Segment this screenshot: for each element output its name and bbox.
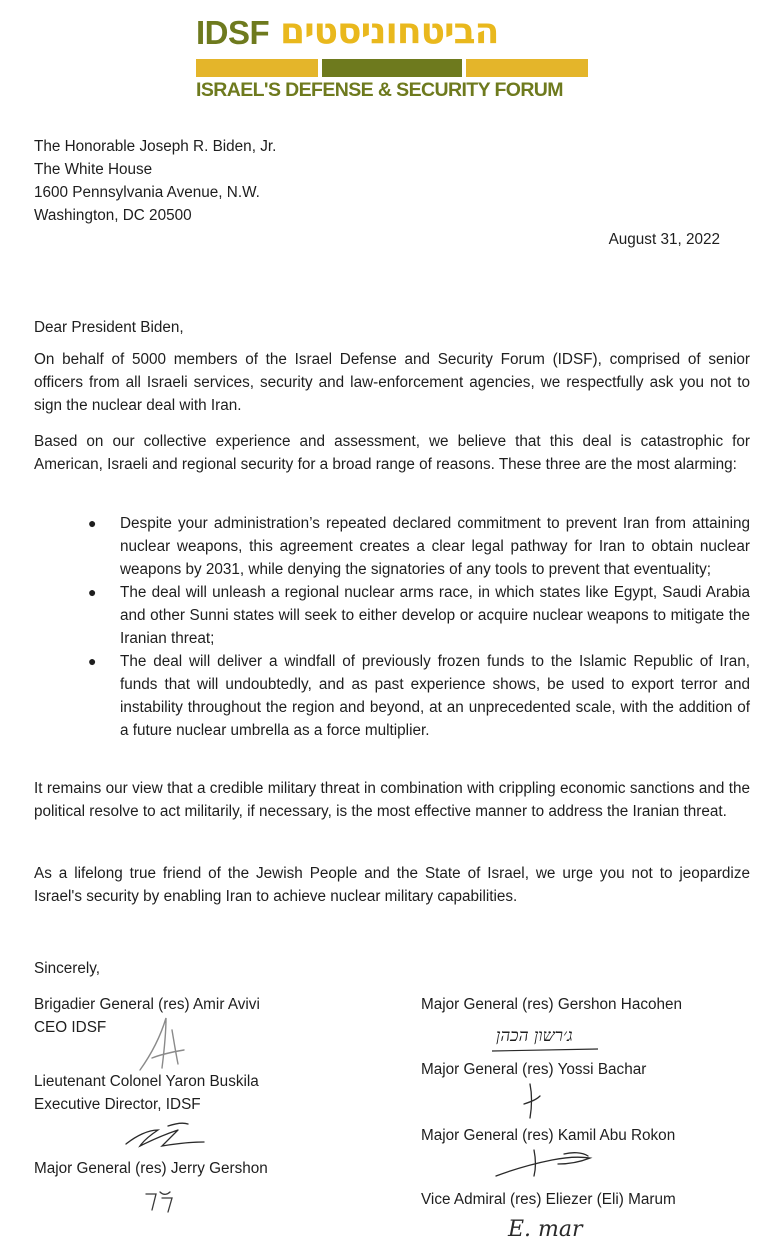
signatory-title: CEO IDSF: [34, 1019, 107, 1036]
bullet-list: [84, 512, 750, 742]
signature-marum: E. mar: [508, 1217, 583, 1242]
signatory-title: Executive Director, IDSF: [34, 1096, 201, 1113]
signature-hacohen: ג׳רשון הכהן: [496, 1026, 573, 1046]
signatory-name: Major General (res) Yossi Bachar: [421, 1061, 647, 1078]
signatory-bachar: [421, 1058, 646, 1081]
bullet-icon: ●: [88, 515, 97, 531]
signatory-name: Lieutenant Colonel Yaron Buskila: [34, 1073, 259, 1090]
address-line: Washington, DC 20500: [34, 207, 192, 224]
logo-bar-left: [196, 59, 318, 77]
closing: Sincerely,: [34, 960, 101, 977]
signatory-buskila: [34, 1070, 259, 1116]
address-line: The Honorable Joseph R. Biden, Jr.: [34, 138, 277, 155]
bullet-item: [84, 581, 750, 650]
logo-acronym: IDSF: [196, 14, 270, 51]
body-paragraph: As a lifelong true friend of the Jewish People and the State of Israel, we urge you not to jeopardize Israel's security by enabling Iran to achieve nuclear military capabilities.: [34, 865, 750, 905]
logo-full-name: ISRAEL'S DEFENSE & SECURITY FORUM: [196, 79, 563, 101]
bullet-item: [84, 512, 750, 581]
salutation: Dear President Biden,: [34, 319, 184, 336]
body-paragraph: Based on our collective experience and assessment, we believe that this deal is catastrophic for American, Israeli and regional security for a broad range of reasons. These three are the most alarming:: [34, 433, 750, 473]
signatory-name: Major General (res) Jerry Gershon: [34, 1160, 268, 1177]
signature-bachar-icon: [520, 1082, 542, 1122]
signature-buskila-icon: [122, 1116, 208, 1152]
signatory-name: Major General (res) Gershon Hacohen: [421, 996, 683, 1013]
signatory-rokon: [421, 1124, 675, 1147]
body-paragraph: It remains our view that a credible military threat in combination with crippling economic sanctions and the political resolve to act militarily, if necessary, is the most effective manner to address the Iranian threat.: [34, 780, 750, 820]
signatory-marum: [421, 1188, 676, 1211]
logo-color-bars: [196, 59, 588, 77]
logo-bar-right: [466, 59, 588, 77]
signatory-gershon: [34, 1157, 268, 1180]
bullet-text: The deal will unleash a regional nuclear arms race, in which states like Egypt, Saudi Arabia and other Sunni states will seek to either develop or acquire nuclear weapons to mitigate the Iranian threat;: [120, 584, 750, 647]
signatory-name: Vice Admiral (res) Eliezer (Eli) Marum: [421, 1191, 676, 1208]
signature-gershon-icon: [142, 1188, 176, 1216]
logo-hebrew-name: הביטחוניסטים: [280, 11, 499, 52]
signatory-hacohen: [421, 993, 682, 1016]
body-paragraph: On behalf of 5000 members of the Israel Defense and Security Forum (IDSF), comprised of senior officers from all Israeli services, security and law-enforcement agencies, we respectfully ask you not to sign the nuclear deal with Iran.: [34, 351, 750, 414]
bullet-item: [84, 650, 750, 742]
signature-rokon-icon: [492, 1146, 598, 1182]
signatory-name: Brigadier General (res) Amir Avivi: [34, 996, 260, 1013]
bullet-text: The deal will deliver a windfall of previously frozen funds to the Islamic Republic of Iran, funds that will undoubtedly, and as past experience shows, be used to export terror and instability throughout the region and beyond, at an unprecedented scale, with the addition of a future nuclear umbrella as a force multiplier.: [120, 653, 750, 739]
bullet-text: Despite your administration’s repeated declared commitment to prevent Iran from attaining nuclear weapons, this agreement creates a clear legal pathway for Iran to obtain nuclear weapons by 2031, while denying the signatories of any tools to prevent that eventuality;: [120, 515, 750, 578]
address-line: The White House: [34, 161, 153, 178]
recipient-address: [34, 135, 276, 227]
letter-date: August 31, 2022: [608, 231, 720, 248]
address-line: 1600 Pennsylvania Avenue, N.W.: [34, 184, 260, 201]
bullet-icon: ●: [88, 584, 97, 600]
signatory-name: Major General (res) Kamil Abu Rokon: [421, 1127, 676, 1144]
signature-underline-icon: [490, 1046, 600, 1054]
idsf-logo: [196, 11, 591, 101]
signature-avivi-icon: [132, 1012, 192, 1074]
logo-bar-middle: [322, 59, 462, 77]
bullet-icon: ●: [88, 653, 97, 669]
